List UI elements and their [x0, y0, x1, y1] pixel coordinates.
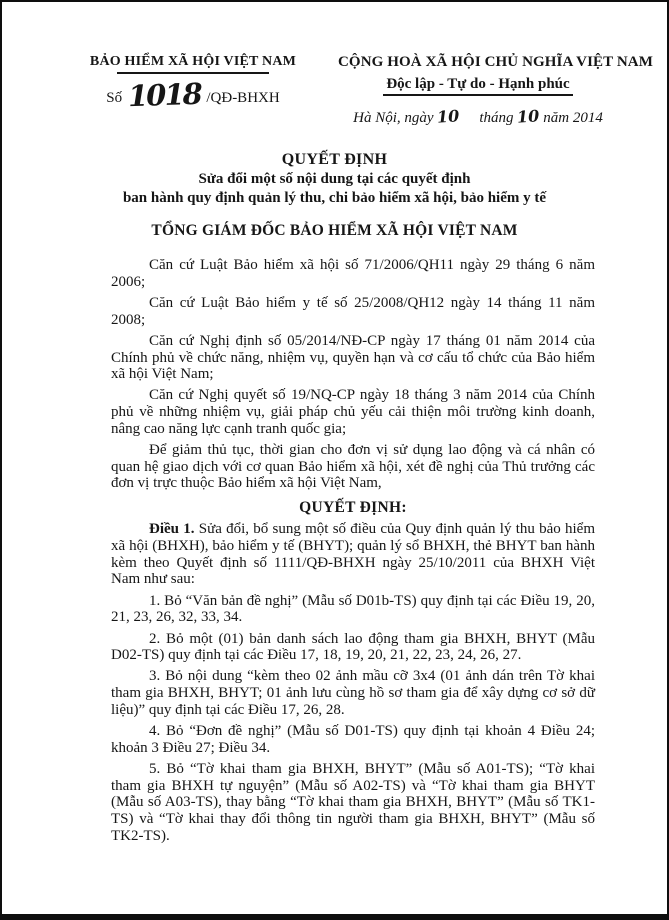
document-number	[50, 76, 336, 114]
document-title-block	[2, 151, 667, 240]
decision-heading: QUYẾT ĐỊNH:	[299, 499, 407, 517]
document-body	[111, 257, 595, 845]
issuing-authority-title: TỔNG GIÁM ĐỐC BẢO HIỂM XÃ HỘI VIỆT NAM	[151, 222, 518, 239]
issue-date-day-handwritten: 10	[436, 106, 461, 127]
document-subtitle-line1: Sửa đổi một số nội dung tại các quyết định	[198, 171, 471, 187]
issuing-org-block	[50, 54, 336, 127]
article-1-intro	[111, 521, 595, 588]
national-motto-line1: CỘNG HOÀ XÃ HỘI CHỦ NGHĨA VIỆT NAM	[338, 54, 653, 70]
document-number-handwritten: 1018	[127, 76, 202, 114]
preamble-paragraph-3: Căn cứ Nghị định số 05/2014/NĐ-CP ngày 17 tháng 01 năm 2014 của Chính phủ về chức năng, nhiệm vụ, quyền hạn và cơ cấu tổ chức của Bảo hiểm xã hội Việt Nam;	[111, 332, 595, 383]
article-1-item-1: 1. Bỏ “Văn bản đề nghị” (Mẫu số D01b-TS) quy định tại các Điều 19, 20, 21, 23, 26, 32, 33, 34.	[111, 592, 595, 626]
preamble-paragraph-1: Căn cứ Luật Bảo hiểm xã hội số 71/2006/QH11 ngày 29 tháng 6 năm 2006;	[111, 257, 595, 290]
issue-date-prefix: Hà Nội, ngày	[353, 110, 434, 126]
issue-date-line	[338, 107, 618, 127]
national-motto-line2-wrap	[338, 75, 618, 96]
preamble-paragraph-2: Căn cứ Luật Bảo hiểm y tế số 25/2008/QH12 ngày 14 tháng 11 năm 2008;	[111, 294, 595, 328]
preamble-paragraph-4: Căn cứ Nghị quyết số 19/NQ-CP ngày 18 tháng 3 năm 2014 của Chính phủ về những nhiệm vụ, giải pháp chủ yếu cải thiện môi trường kinh doanh, nâng cao năng lực cạnh tranh quốc gia;	[111, 387, 595, 437]
issuing-org-name: BẢO HIỂM XÃ HỘI VIỆT NAM	[89, 54, 297, 69]
article-1-item-3: 3. Bỏ nội dung “kèm theo 02 ảnh mầu cỡ 3x4 (01 ảnh dán trên Tờ khai tham gia BHXH, BHYT; 01 ảnh lưu cùng hồ sơ tham gia để xây dựng cơ sở dữ liệu)” quy định tại các Điều 17, 26, 28.	[111, 668, 595, 718]
org-underline-rule	[117, 72, 269, 74]
national-motto-line2: Độc lập - Tự do - Hạnh phúc	[383, 76, 572, 96]
document-number-prefix: Số	[106, 90, 123, 106]
article-1-label: Điều 1.	[149, 521, 195, 538]
document-number-suffix: /QĐ-BHXH	[206, 90, 280, 106]
national-motto-block	[338, 54, 653, 127]
article-1-item-4: 4. Bỏ “Đơn đề nghị” (Mẫu số D01-TS) quy định tại khoản 4 Điều 24; khoản 3 Điều 27; Điều 34.	[111, 723, 595, 756]
article-1-intro-text: Sửa đổi, bổ sung một số điều của Quy định quản lý thu bảo hiểm xã hội (BHXH), bảo hiểm y tế (BHYT); quản lý sổ BHXH, thẻ BHYT ban hành kèm theo Quyết định số 1111/QĐ-BHXH ngày 25/10/2011 của BHXH Việt Nam như sau:	[111, 521, 596, 588]
article-1-item-5: 5. Bỏ “Tờ khai tham gia BHXH, BHYT” (Mẫu số A01-TS); “Tờ khai tham gia BHXH tự nguyện” (Mẫu số A02-TS) và “Tờ khai tham gia BHYT (Mẫu số A03-TS), thay bằng “Tờ khai tham gia BHXH, BHYT” (Mẫu số TK1-TS) và “Tờ khai thay đổi thông tin người tham gia BHXH, BHYT” (Mẫu số TK2-TS).	[111, 760, 595, 844]
preamble-paragraph-5: Để giảm thủ tục, thời gian cho đơn vị sử dụng lao động và cá nhân có quan hệ giao dịch với cơ quan Bảo hiểm xã hội, xét đề nghị của Thủ trưởng các đơn vị trực thuộc Bảo hiểm xã hội Việt Nam,	[111, 442, 595, 492]
document-header	[2, 54, 667, 127]
issue-date-mid: tháng	[479, 110, 514, 126]
document-title: QUYẾT ĐỊNH	[281, 151, 388, 168]
issue-date-suffix: năm 2014	[543, 110, 603, 126]
article-1-item-2: 2. Bỏ một (01) bản danh sách lao động tham gia BHXH, BHYT (Mẫu D02-TS) quy định tại các Điều 17, 18, 19, 20, 21, 22, 23, 24, 26, 27.	[111, 630, 595, 664]
issue-date-month-handwritten: 10	[516, 106, 541, 127]
document-subtitle-line2: ban hành quy định quản lý thu, chi bảo hiểm xã hội, bảo hiểm y tế	[122, 190, 547, 206]
